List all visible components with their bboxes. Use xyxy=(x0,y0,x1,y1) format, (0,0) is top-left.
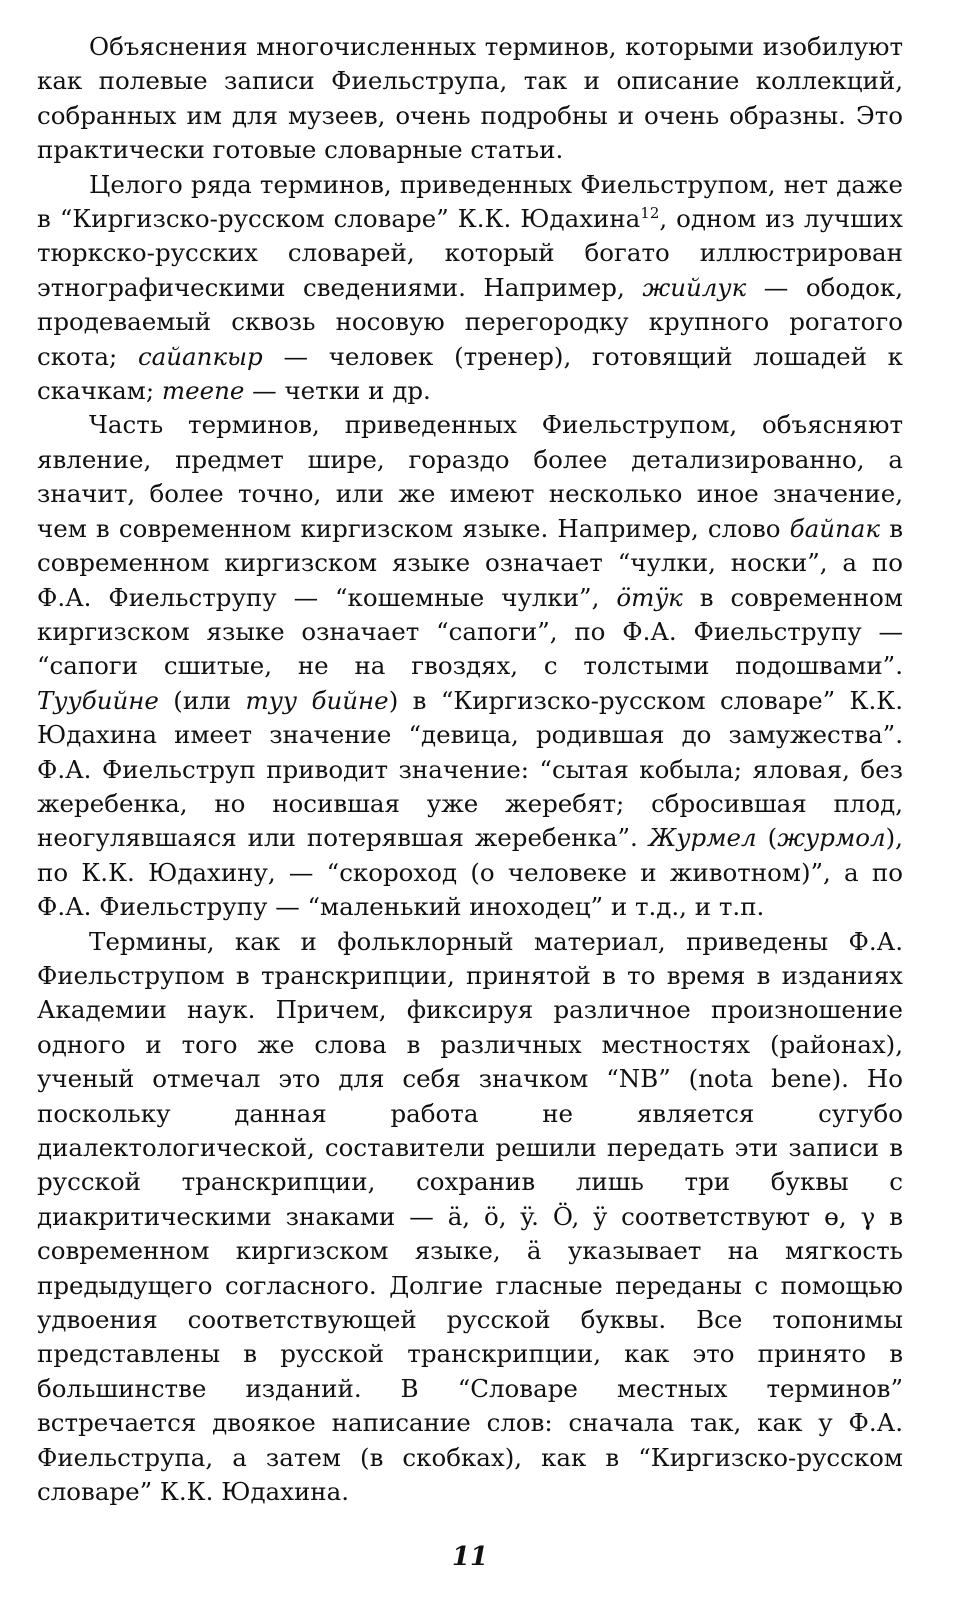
italic-term: жийлук xyxy=(642,272,747,302)
text-run: Термины, как и фольклорный материал, приведены Ф.А. Фиельструпом в транскрипции, принятой в то время в изданиях Академии наук. Причем, фиксируя различное произношение одного и того же слова в различных местностях (районах), ученый отмечал это для себя значком “NB” (nota bene). Но поскольку данная работа не является сугубо диалектологической, составители решили передать эти записи в русской транскрипции, сохранив лишь три буквы с диакритическими знаками — ä, ö, ÿ. Ö, ÿ соответствуют ɵ, γ в современном киргизском языке, ä указывает на мягкость предыдущего согласного. Долгие гласные переданы с помощью удвоения соответствующей русской буквы. Все топонимы представлены в русской транскрипции, как это принято в большинстве изданий. В “Словаре местных терминов” встречается двоякое написание слов: сначала так, как у Ф.А. Фиельструпа, а затем (в скобках), как в “Киргизско-русском словаре” К.К. Юдахина. xyxy=(37,926,903,1507)
text-run: ), по К.К. Юдахину, — “скороход (о человеке и животном)”, а по Ф.А. Фиельструпу — “маленький иноходец” и т.д., и т.п. xyxy=(37,823,903,922)
text-run: ( xyxy=(756,823,778,853)
italic-term: Туубийне xyxy=(37,685,159,715)
italic-term: байпак xyxy=(789,513,881,543)
document-page xyxy=(37,30,903,1570)
footnote-ref: 12 xyxy=(640,203,660,222)
text-run: — ободок, продеваемый сквозь носовую перегородку крупного рогатого скота; xyxy=(37,272,904,371)
text-run: , одном из лучших тюркско-русских словарей, который богато иллюстрирован этнографическими сведениями. Например, xyxy=(37,204,903,302)
italic-term: сайапкыр xyxy=(137,341,263,371)
text-run: ) в “Киргизско-русском словаре” К.К. Юдахина имеет значение “девица, родившая до замужества”. Ф.А. Фиельструп приводит значение: “сытая кобыла; яловая, без жеребенка, но носившая уже жеребят; сбросившая плод, неогулявшаяся или потерявшая жеребенка”. xyxy=(37,685,903,853)
text-run: в современном киргизском языке означает “чулки, носки”, а по Ф.А. Фиельструпу — “кошемные чулки”, xyxy=(37,513,903,612)
text-run: Часть терминов, приведенных Фиельструпом, объясняют явление, предмет шире, гораздо более детализированно, а значит, более точно, или же имеют несколько иное значение, чем в современном киргизском языке. Например, слово xyxy=(37,410,903,543)
paragraph-4 xyxy=(37,925,903,1510)
italic-term: туу бийне xyxy=(245,685,389,715)
text-run: (или xyxy=(158,685,246,715)
text-run: — человек (тренер), готовящий лошадей к скачкам; xyxy=(37,341,903,406)
italic-term: Журмел xyxy=(648,823,757,853)
paragraph-2 xyxy=(37,168,903,409)
paragraph-3 xyxy=(37,408,903,924)
text-run: Объяснения многочисленных терминов, которыми изобилуют как полевые записи Фиельструпа, так и описание коллекций, собранных им для музеев, очень подробны и очень образны. Это практически готовые словарные статьи. xyxy=(37,32,903,165)
text-run: — четки и др. xyxy=(244,376,431,406)
italic-term: теепе xyxy=(161,376,245,406)
text-run: Целого ряда терминов, приведенных Фиельструпом, нет даже в “Киргизско-русском словаре” К.К. Юдахина xyxy=(37,169,903,234)
italic-term: öтÿк xyxy=(616,582,683,612)
text-run: в современном киргизском языке означает “сапоги”, по Ф.А. Фиельструпу — “сапоги сшитые, не на гвоздях, с толстыми подошвами”. xyxy=(37,582,903,681)
page-number: 11 xyxy=(451,1542,489,1572)
italic-term: журмол xyxy=(777,823,886,853)
body-text xyxy=(37,30,903,1509)
paragraph-1 xyxy=(37,30,903,168)
